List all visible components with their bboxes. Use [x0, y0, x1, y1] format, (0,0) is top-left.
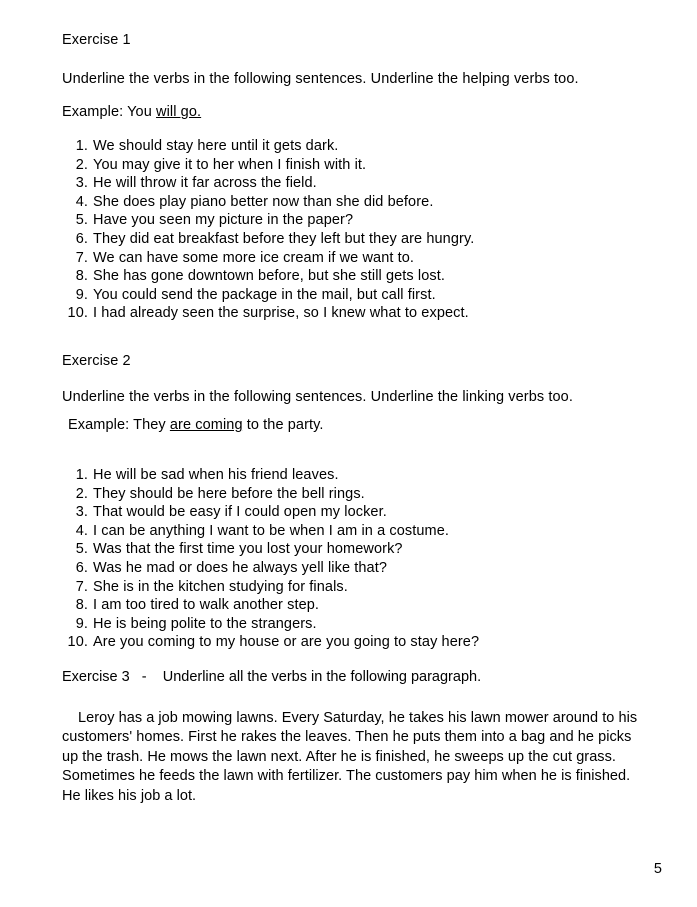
exercise-2-list-block [62, 466, 479, 652]
list-item [62, 503, 479, 522]
list-item-number: 3. [75, 175, 88, 192]
page-number: 5 [653, 861, 662, 877]
list-item-number: 5. [75, 212, 88, 229]
list-item-number: 2. [75, 156, 88, 173]
exercise-1-example-underlined: will go. [156, 104, 202, 120]
list-item-text: She does play piano better now than she did before. [93, 193, 434, 210]
list-item-text: She has gone downtown before, but she still gets lost. [93, 268, 446, 285]
list-item-text: Was that the first time you lost your homework? [93, 541, 403, 558]
list-item-number: 6. [75, 230, 88, 247]
exercise-3-heading: Exercise 3 - Underline all the verbs in the following paragraph. [62, 669, 482, 685]
list-item-text: He is being polite to the strangers. [93, 615, 317, 632]
list-item [62, 559, 479, 578]
list-item-number: 3. [75, 504, 88, 521]
list-item-number: 7. [75, 578, 88, 595]
list-item [62, 174, 474, 193]
list-item-number: 9. [75, 615, 88, 632]
list-item-number: 10. [67, 634, 88, 651]
exercise-2-title: Exercise 2 [62, 353, 131, 369]
list-item [62, 193, 474, 212]
exercise-1-section [62, 31, 131, 50]
exercise-1-example-prefix: Example: You [62, 104, 157, 120]
list-item-text: He will throw it far across the field. [93, 175, 317, 192]
list-item-text: They should be here before the bell rings. [93, 485, 365, 502]
list-item-number: 4. [75, 193, 88, 210]
list-item [62, 304, 474, 323]
exercise-2-instruction: Underline the verbs in the following sentences. Underline the linking verbs too. [62, 389, 573, 405]
list-item [62, 466, 479, 485]
exercise-2-example-prefix: Example: They [68, 417, 170, 433]
list-item-number: 2. [75, 485, 88, 502]
list-item-number: 8. [75, 597, 88, 614]
list-item-number: 5. [75, 541, 88, 558]
list-item-text: He will be sad when his friend leaves. [93, 467, 339, 483]
list-item-text: I had already seen the surprise, so I knew what to expect. [93, 305, 469, 322]
exercise-1-instruction-block [62, 70, 579, 89]
exercise-1-example [62, 103, 201, 122]
exercise-2-instruction-block [62, 388, 573, 407]
exercise-2-sentence-list [62, 466, 479, 652]
list-item [62, 578, 479, 597]
list-item [62, 615, 479, 634]
list-item [62, 596, 479, 615]
exercise-2-example [62, 416, 324, 435]
list-item [62, 485, 479, 504]
exercise-3-section [62, 668, 481, 687]
list-item-number: 6. [75, 559, 88, 576]
list-item-text: They did eat breakfast before they left but they are hungry. [93, 230, 475, 247]
list-item-number: 8. [75, 268, 88, 285]
list-item-number: 7. [75, 249, 88, 266]
list-item [62, 249, 474, 268]
list-item-text: You may give it to her when I finish with it. [93, 156, 367, 173]
list-item [62, 211, 474, 230]
list-item-text: She is in the kitchen studying for finals. [93, 578, 348, 595]
exercise-1-title: Exercise 1 [62, 32, 131, 48]
list-item [62, 522, 479, 541]
exercise-2-example-suffix: to the party. [242, 417, 324, 433]
page-content [62, 0, 637, 907]
exercise-1-instruction: Underline the verbs in the following sentences. Underline the helping verbs too. [62, 71, 579, 87]
list-item-text: Was he mad or does he always yell like that? [93, 559, 388, 576]
exercise-2-example-block [62, 416, 324, 435]
list-item [62, 156, 474, 175]
list-item [62, 230, 474, 249]
list-item-text: Are you coming to my house or are you going to stay here? [93, 634, 480, 651]
list-item-text: I can be anything I want to be when I am in a costume. [93, 522, 450, 539]
list-item [62, 267, 474, 286]
list-item-number: 9. [75, 286, 88, 303]
list-item [62, 633, 479, 652]
list-item [62, 137, 474, 156]
list-item-text: That would be easy if I could open my locker. [93, 504, 387, 521]
list-item-number: 10. [67, 305, 88, 322]
exercise-3-paragraph-block [62, 709, 640, 806]
exercise-2-section [62, 352, 131, 371]
list-item [62, 540, 479, 559]
exercise-2-example-underlined: are coming [169, 417, 243, 433]
list-item-text: You could send the package in the mail, but call first. [93, 286, 436, 303]
list-item-number: 1. [75, 138, 88, 154]
exercise-3-paragraph: Leroy has a job mowing lawns. Every Saturday, he takes his lawn mower around to his customers' homes. First he rakes the leaves. Then he puts them into a bag and he picks up the trash. He mows the lawn next. After he is finished, he sweeps up the cut grass. Sometimes he feeds the lawn with fertilizer. The customers pay him when he is finished. He likes his job a lot. [62, 710, 638, 804]
list-item [62, 286, 474, 305]
exercise-1-list-block [62, 137, 474, 323]
exercise-1-sentence-list [62, 137, 474, 323]
list-item-number: 4. [75, 522, 88, 539]
list-item-text: I am too tired to walk another step. [93, 597, 320, 614]
exercise-1-example-block [62, 103, 201, 122]
list-item-text: We should stay here until it gets dark. [93, 138, 339, 154]
list-item-text: Have you seen my picture in the paper? [93, 212, 354, 229]
list-item-number: 1. [75, 467, 88, 483]
list-item-text: We can have some more ice cream if we want to. [93, 249, 415, 266]
